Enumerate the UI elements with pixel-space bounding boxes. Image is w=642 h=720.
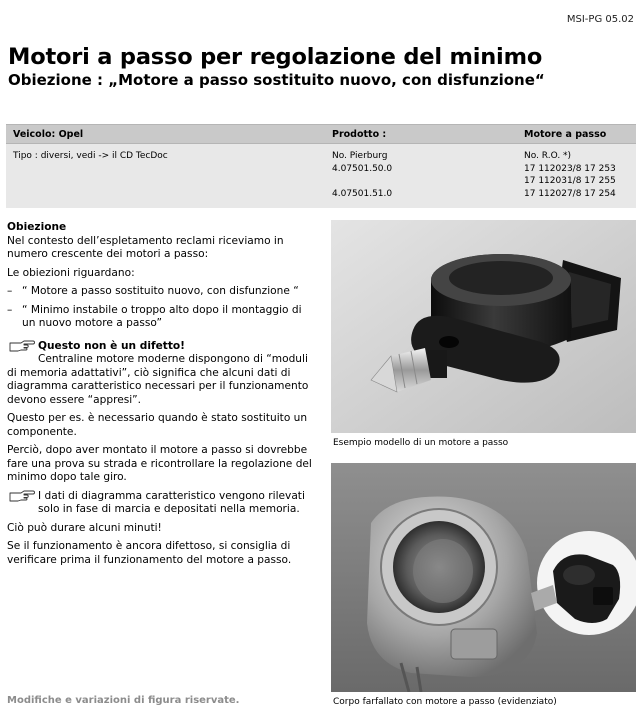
list-item <box>7 304 317 331</box>
list-item <box>7 285 317 299</box>
page-title: Motori a passo per regolazione del minimo <box>8 44 543 70</box>
document-reference: MSI-PG 05.02 <box>566 14 634 25</box>
product-number: 4.07501.50.0 <box>332 163 393 174</box>
note-block <box>7 490 317 517</box>
product-number: 4.07501.51.0 <box>332 188 393 199</box>
list-item-text: “ Motore a passo sostituito nuovo, con disfunzione “ <box>22 285 299 297</box>
vehicle-table-header <box>6 124 636 144</box>
oe-number: 17 112027/8 17 254 <box>524 188 616 199</box>
oe-label: No. R.O. *) <box>524 151 572 161</box>
bullet-dash: – <box>7 285 13 297</box>
note-title: Questo non è un difetto! <box>38 339 186 352</box>
paragraph: Questo per es. è necessario quando è stato sostituito un componente. <box>7 412 308 438</box>
bullet-dash: – <box>7 303 13 316</box>
list-intro: Le obiezioni riguardano: <box>7 266 135 279</box>
paragraph: Perciò, dopo aver montato il motore a passo si dovrebbe fare una prova su strada e ricontrollare la regolazione del minimo dopo tale giro. <box>7 444 312 483</box>
pointing-hand-icon <box>9 340 35 352</box>
header-product: Prodotto : <box>332 129 387 140</box>
vehicle-table <box>6 124 636 208</box>
vehicle-type: Tipo : diversi, vedi -> il CD TecDoc <box>13 151 168 161</box>
figure-caption-1: Esempio modello di un motore a passo <box>333 438 509 448</box>
page-subtitle: Obiezione : „Motore a passo sostituito nuovo, con disfunzione“ <box>8 71 545 89</box>
paragraph: Ciò può durare alcuni minuti! <box>7 521 162 534</box>
paragraph: Se il funzionamento è ancora difettoso, si consiglia di verificare prima il funzionamento del motore a passo. <box>7 540 292 566</box>
note-block <box>7 340 317 354</box>
pointing-hand-icon <box>9 490 35 502</box>
oe-number: 17 112023/8 17 253 <box>524 163 616 174</box>
product-label: No. Pierburg <box>332 151 388 161</box>
note-text: Centraline motore moderne dispongono di “moduli di memoria adattativi”, ciò significa che alcuni dati di diagramma caratteristico necessari per il funzionamento devono essere “appresi”. <box>7 353 309 406</box>
list-item-text: “ Minimo instabile o troppo alto dopo il montaggio di un nuovo motore a passo” <box>22 303 302 329</box>
stepper-motor-photo <box>331 220 636 433</box>
throttle-body-photo <box>331 463 636 692</box>
footer-note: Modifiche e variazioni di figura riservate. <box>7 695 240 706</box>
intro-paragraph: Nel contesto dell’espletamento reclami riceviamo in numero crescente dei motori a passo: <box>7 234 284 260</box>
figure-caption-2: Corpo farfallato con motore a passo (evidenziato) <box>333 697 557 707</box>
body-text <box>7 221 317 567</box>
header-vehicle: Veicolo: Opel <box>13 129 84 140</box>
oe-number: 17 112031/8 17 255 <box>524 176 616 186</box>
note-text: I dati di diagramma caratteristico vengono rilevati solo in fase di marcia e depositati nella memoria. <box>38 489 305 515</box>
section-heading: Obiezione <box>7 221 67 233</box>
header-stepper-motor: Motore a passo <box>524 129 607 140</box>
